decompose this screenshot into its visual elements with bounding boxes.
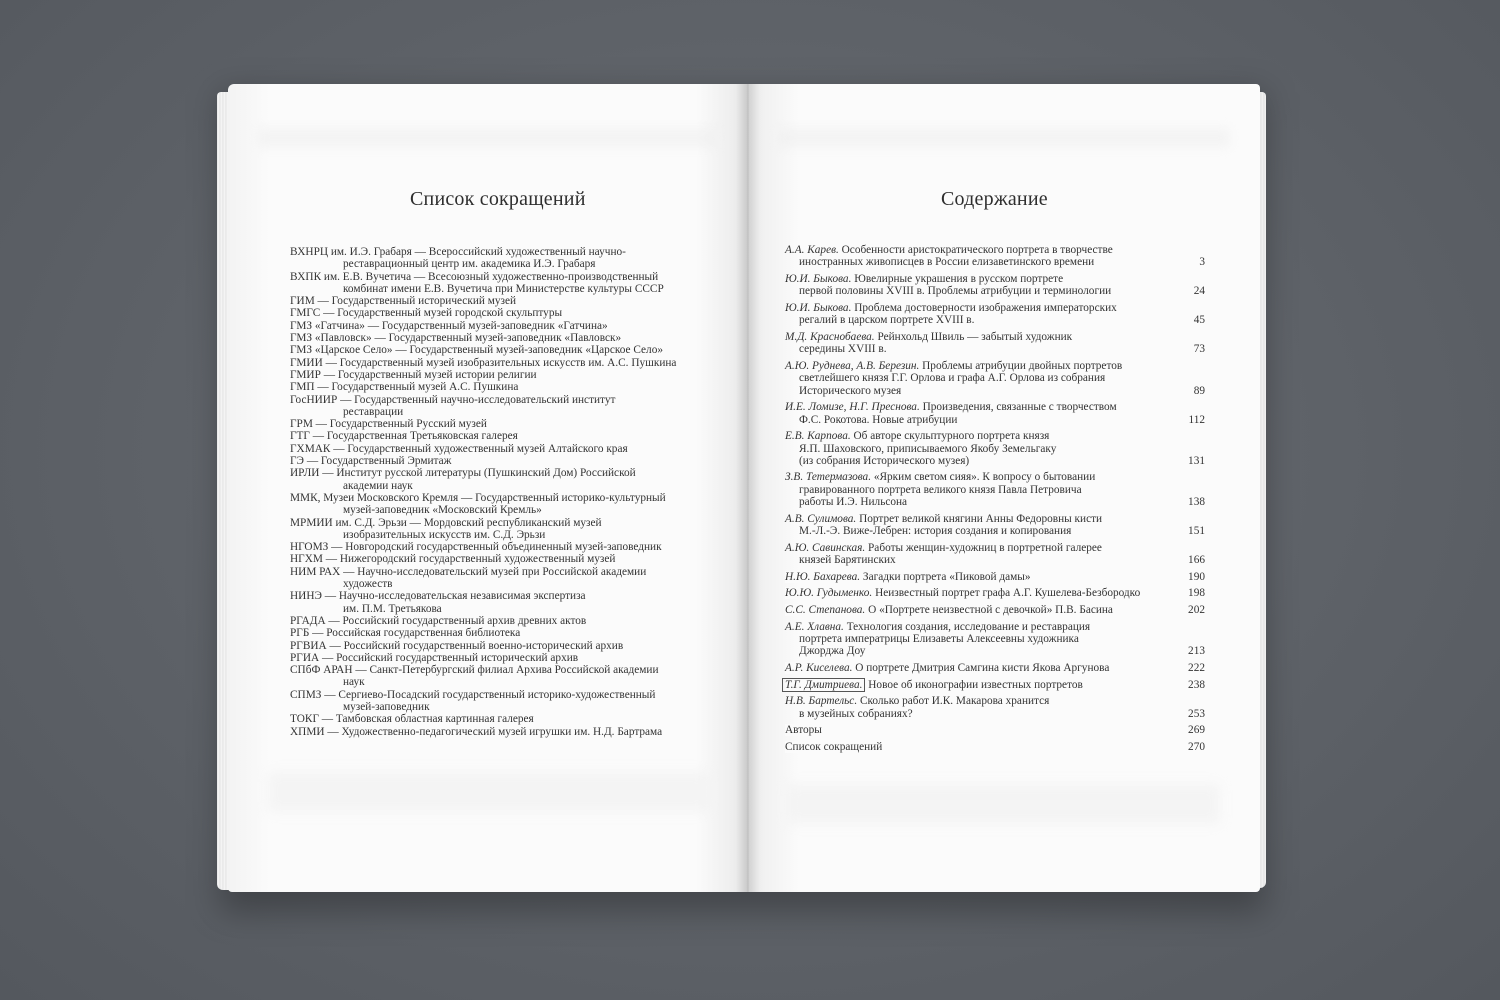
toc-line xyxy=(785,285,1205,297)
abbreviation-line: ГМЗ «Гатчина» — Государственный музей-заповедник «Гатчина» xyxy=(290,319,608,332)
abbreviation-line: наук xyxy=(343,676,365,689)
toc-title-text: Портрет великой княгини Анны Федоровны кисти xyxy=(856,512,1103,525)
abbreviation-entry xyxy=(290,553,730,565)
toc-entry xyxy=(785,679,1205,691)
abbreviation-line: ГМИР — Государственный музей истории религии xyxy=(290,368,537,381)
toc-entry xyxy=(785,741,1205,753)
abbreviation-entry xyxy=(290,492,730,517)
toc-line xyxy=(785,484,1205,496)
toc-line xyxy=(785,724,1205,736)
toc-page-number: 190 xyxy=(1185,571,1205,583)
abbreviation-entry xyxy=(290,332,730,344)
toc-title-text: Новое об иконографии известных портретов xyxy=(865,678,1083,691)
toc-line xyxy=(785,302,1205,314)
toc-entry xyxy=(785,604,1205,616)
abbreviation-line: ГМЗ «Царское Село» — Государственный музей-заповедник «Царское Село» xyxy=(290,344,663,357)
toc-title-text: Исторического музея xyxy=(799,384,902,397)
abbreviation-entry xyxy=(290,467,730,492)
toc-line xyxy=(785,587,1205,599)
contents-title: Содержание xyxy=(941,188,1048,210)
toc-line xyxy=(785,633,1205,645)
abbreviation-line: реставрации xyxy=(343,405,404,418)
abbreviation-line: МРМИИ им. С.Д. Эрьзи — Мордовский республиканский музей xyxy=(290,516,602,529)
toc-entry xyxy=(785,401,1205,426)
abbreviation-line: ИРЛИ — Институт русской литературы (Пушкинский Дом) Российской xyxy=(290,467,636,480)
abbreviation-line: РГВИА — Российский государственный военно-исторический архив xyxy=(290,639,624,652)
toc-title-text: портрета императрицы Елизаветы Алексеевны художника xyxy=(799,633,1079,646)
abbreviation-entry xyxy=(290,664,730,689)
toc-author: З.В. Тетермазова. xyxy=(785,471,872,484)
left-page xyxy=(228,84,748,892)
toc-entry xyxy=(785,695,1205,720)
toc-author: Т.Г. Дмитриева. xyxy=(782,678,865,692)
abbreviation-line: СПбФ АРАН — Санкт-Петербургский филиал Архива Российской академии xyxy=(290,664,659,677)
toc-title-text: Особенности аристократического портрета в творчестве xyxy=(838,244,1113,256)
abbreviation-entry xyxy=(290,344,730,356)
toc-title-text: Проблемы атрибуции двойных портретов xyxy=(919,359,1123,372)
toc-author: А.А. Карев. xyxy=(785,244,839,256)
abbreviation-entry xyxy=(290,430,730,442)
abbreviation-line: ГХМАК — Государственный художественный музей Алтайского края xyxy=(290,442,628,455)
toc-entry xyxy=(785,571,1205,583)
show-through-text xyxy=(268,772,708,812)
toc-entry xyxy=(785,513,1205,538)
toc-title-text: иностранных живописцев в России елизаветинского времени xyxy=(799,256,1095,269)
toc-title-text: Сколько работ И.К. Макарова хранится xyxy=(857,695,1050,708)
abbreviation-line: реставрационный центр им. академика И.Э. Грабаря xyxy=(343,258,596,271)
abbreviation-entry xyxy=(290,615,730,627)
toc-entry xyxy=(785,724,1205,736)
abbreviation-entry xyxy=(290,455,730,467)
abbreviation-line: музей-заповедник «Московский Кремль» xyxy=(343,504,542,517)
toc-line xyxy=(785,513,1205,525)
toc-author: М.Д. Краснобаева. xyxy=(785,330,875,343)
abbreviation-line: музей-заповедник xyxy=(343,700,430,713)
toc-entry xyxy=(785,302,1205,327)
toc-entry xyxy=(785,621,1205,658)
abbreviation-entry xyxy=(290,652,730,664)
toc-entry xyxy=(785,331,1205,356)
toc-line xyxy=(785,314,1205,326)
table-of-contents xyxy=(785,244,1205,758)
toc-author: И.Е. Ломизе, Н.Г. Преснова. xyxy=(785,401,920,414)
toc-title-text: Я.П. Шаховского, приписываемого Якобу Земельгаку xyxy=(799,442,1057,455)
toc-page-number: 45 xyxy=(1191,314,1205,326)
abbreviation-line: ГМЗ «Павловск» — Государственный музей-заповедник «Павловск» xyxy=(290,332,622,345)
toc-line xyxy=(785,414,1205,426)
abbreviations-list xyxy=(290,246,730,738)
toc-title-text: М.-Л.-Э. Виже-Лебрен: история создания и копирования xyxy=(799,525,1072,538)
toc-page-number: 166 xyxy=(1185,554,1205,566)
abbreviation-line: ВХНРЦ им. И.Э. Грабаря — Всероссийский художественный научно- xyxy=(290,246,626,258)
abbreviation-line: ММК, Музеи Московского Кремля — Государственный историко-культурный xyxy=(290,491,666,504)
toc-title-text: Рейнхольд Швиль — забытый художник xyxy=(874,330,1073,343)
toc-title-text: «Ярким светом сияя». К вопросу о бытовании xyxy=(871,471,1096,484)
abbreviation-line: ГИМ — Государственный исторический музей xyxy=(290,295,517,308)
toc-entry xyxy=(785,360,1205,397)
toc-title-text: О портрете Дмитрия Самгина кисти Якова Аргунова xyxy=(852,662,1110,675)
abbreviation-line: РГАДА — Российский государственный архив древних актов xyxy=(290,614,587,627)
toc-line xyxy=(785,645,1205,657)
toc-page-number: 131 xyxy=(1185,455,1205,467)
toc-author: А.Р. Киселева. xyxy=(785,662,853,675)
toc-line xyxy=(785,443,1205,455)
abbreviation-line: ТОКГ — Тамбовская областная картинная галерея xyxy=(290,713,534,726)
toc-title-text: Проблема достоверности изображения императорских xyxy=(851,301,1117,314)
toc-author: Н.Ю. Бахарева. xyxy=(785,570,861,583)
toc-page-number: 253 xyxy=(1185,708,1205,720)
toc-line xyxy=(785,496,1205,508)
toc-title-text: Ювелирные украшения в русском портрете xyxy=(851,272,1064,285)
toc-line xyxy=(785,385,1205,397)
abbreviation-entry xyxy=(290,394,730,419)
toc-entry xyxy=(785,542,1205,567)
toc-line xyxy=(785,571,1205,583)
toc-line xyxy=(785,360,1205,372)
abbreviation-line: комбинат имени Е.В. Вучетича при Министерстве культуры СССР xyxy=(343,282,664,295)
abbreviation-entry xyxy=(290,517,730,542)
toc-title-text: середины XVIII в. xyxy=(799,343,887,356)
abbreviation-line: ХПМИ — Художественно-педагогический музей игрушки им. Н.Д. Бартрама xyxy=(290,725,663,738)
abbreviation-entry xyxy=(290,320,730,332)
abbreviation-entry xyxy=(290,418,730,430)
abbreviation-line: им. П.М. Третьякова xyxy=(343,602,442,615)
abbreviation-line: ГЭ — Государственный Эрмитаж xyxy=(290,455,452,468)
toc-title-text: Технология создания, исследование и реставрация xyxy=(843,620,1091,633)
toc-line xyxy=(785,525,1205,537)
toc-author: Н.В. Бартельс. xyxy=(785,695,858,708)
toc-author: А.Ю. Савинская. xyxy=(785,541,866,554)
toc-page-number: 202 xyxy=(1185,604,1205,616)
abbreviation-line: РГИА — Российский государственный исторический архив xyxy=(290,651,579,664)
toc-title-text: Работы женщин-художниц в портретной галерее xyxy=(865,541,1102,554)
toc-title-text: князей Барятинских xyxy=(799,554,896,567)
toc-author: Ю.И. Быкова. xyxy=(785,301,852,314)
toc-title-text: Джорджа Доу xyxy=(799,645,866,658)
toc-page-number: 112 xyxy=(1185,414,1205,426)
toc-line xyxy=(785,708,1205,720)
abbreviation-entry xyxy=(290,566,730,591)
abbreviation-line: ВХПК им. Е.В. Вучетича — Всесоюзный художественно-производственный xyxy=(290,270,659,283)
toc-author: А.Е. Хлавна. xyxy=(785,620,844,633)
toc-entry xyxy=(785,430,1205,467)
toc-title-text: светлейшего князя Г.Г. Орлова и графа А.Г. Орлова из собрания xyxy=(799,372,1106,385)
toc-page-number: 270 xyxy=(1185,741,1205,753)
abbreviation-line: художеств xyxy=(343,578,393,591)
toc-author: А.В. Сулимова. xyxy=(785,512,857,525)
toc-line xyxy=(785,542,1205,554)
toc-page-number: 269 xyxy=(1185,724,1205,736)
toc-title-text: первой половины XVIII в. Проблемы атрибуции и терминологии xyxy=(799,285,1112,298)
abbreviation-entry xyxy=(290,369,730,381)
toc-page-number: 89 xyxy=(1191,385,1205,397)
abbreviation-entry xyxy=(290,295,730,307)
toc-title-text: регалий в царском портрете XVIII в. xyxy=(799,314,975,327)
abbreviation-line: ГМП — Государственный музей А.С. Пушкина xyxy=(290,381,519,394)
toc-page-number: 151 xyxy=(1185,525,1205,537)
toc-title-text: гравированного портрета великого князя Павла Петровича xyxy=(799,483,1082,496)
abbreviation-line: НГХМ — Нижегородский государственный художественный музей xyxy=(290,553,616,566)
toc-page-number: 138 xyxy=(1185,496,1205,508)
toc-line xyxy=(785,430,1205,442)
toc-line xyxy=(785,621,1205,633)
toc-line xyxy=(785,372,1205,384)
abbreviation-line: академии наук xyxy=(343,479,413,492)
toc-line xyxy=(785,741,1205,753)
toc-author: Ю.И. Быкова. xyxy=(785,272,852,285)
abbreviation-entry xyxy=(290,381,730,393)
toc-entry xyxy=(785,273,1205,298)
toc-entry xyxy=(785,662,1205,674)
book-gutter xyxy=(736,84,760,892)
abbreviation-entry xyxy=(290,713,730,725)
abbreviation-line: ГосНИИР — Государственный научно-исследовательский институт xyxy=(290,393,616,406)
toc-author: Ю.Ю. Гудыменко. xyxy=(785,587,873,600)
toc-line xyxy=(785,256,1205,268)
abbreviation-entry xyxy=(290,541,730,553)
toc-author: С.С. Степанова. xyxy=(785,604,866,617)
toc-title-text: Об авторе скульптурного портрета князя xyxy=(850,430,1050,443)
toc-line xyxy=(785,331,1205,343)
abbreviation-entry xyxy=(290,357,730,369)
toc-title-text: О «Портрете неизвестной с девочкой» П.В. Басина xyxy=(865,604,1113,617)
toc-page-number: 213 xyxy=(1185,645,1205,657)
abbreviation-line: ГТГ — Государственная Третьяковская галерея xyxy=(290,430,518,443)
toc-title-text: Произведения, связанные с творчеством xyxy=(919,401,1117,414)
toc-page-number: 73 xyxy=(1191,343,1205,355)
abbreviation-line: СПМЗ — Сергиево-Посадский государственный историко-художественный xyxy=(290,688,656,701)
toc-entry xyxy=(785,471,1205,508)
toc-line xyxy=(785,273,1205,285)
toc-line xyxy=(785,604,1205,616)
toc-line xyxy=(785,662,1205,674)
toc-title-text: работы И.Э. Нильсона xyxy=(799,496,908,509)
toc-page-number: 3 xyxy=(1196,256,1205,268)
abbreviation-line: ГМГС — Государственный музей городской скульптуры xyxy=(290,307,563,320)
abbreviations-title: Список сокращений xyxy=(410,188,586,210)
toc-title-text: Авторы xyxy=(785,724,822,737)
toc-page-number: 24 xyxy=(1191,285,1205,297)
toc-author: Е.В. Карпова. xyxy=(785,430,851,443)
abbreviation-entry xyxy=(290,689,730,714)
abbreviation-line: ГМИИ — Государственный музей изобразительных искусств им. А.С. Пушкина xyxy=(290,356,677,369)
abbreviation-line: изобразительных искусств им. С.Д. Эрьзи xyxy=(343,528,546,541)
toc-entry xyxy=(785,587,1205,599)
show-through-text xyxy=(778,128,1230,148)
right-page xyxy=(748,84,1260,892)
toc-line xyxy=(785,343,1205,355)
toc-line xyxy=(785,471,1205,483)
toc-author: А.Ю. Руднева, А.В. Березин. xyxy=(785,359,920,372)
abbreviation-entry xyxy=(290,590,730,615)
show-through-text xyxy=(258,128,718,148)
abbreviation-entry xyxy=(290,640,730,652)
toc-title-text: в музейных собраниях? xyxy=(799,707,913,720)
toc-line xyxy=(785,695,1205,707)
abbreviation-line: НИМ РАХ — Научно-исследовательский музей при Российской академии xyxy=(290,565,647,578)
toc-title-text: (из собрания Исторического музея) xyxy=(799,454,970,467)
toc-title-text: Ф.С. Рокотова. Новые атрибуции xyxy=(799,413,958,426)
toc-line xyxy=(785,244,1205,256)
abbreviation-line: НГОМЗ — Новгородский государственный объединенный музей-заповедник xyxy=(290,541,662,554)
abbreviation-line: НИНЭ — Научно-исследовательская независимая экспертиза xyxy=(290,590,586,603)
toc-page-number: 222 xyxy=(1185,662,1205,674)
abbreviation-entry xyxy=(290,726,730,738)
abbreviation-entry xyxy=(290,627,730,639)
toc-page-number: 238 xyxy=(1185,679,1205,691)
abbreviation-entry xyxy=(290,271,730,296)
toc-line xyxy=(785,554,1205,566)
abbreviation-entry xyxy=(290,246,730,271)
toc-title-text: Загадки портрета «Пиковой дамы» xyxy=(860,570,1031,583)
abbreviation-line: РГБ — Российская государственная библиотека xyxy=(290,627,521,640)
abbreviation-line: ГРМ — Государственный Русский музей xyxy=(290,418,487,431)
toc-line xyxy=(785,401,1205,413)
toc-line xyxy=(785,679,1205,691)
toc-page-number: 198 xyxy=(1185,587,1205,599)
toc-entry xyxy=(785,244,1205,269)
show-through-text xyxy=(788,784,1220,824)
abbreviation-entry xyxy=(290,307,730,319)
toc-title-text: Неизвестный портрет графа А.Г. Кушелева-Безбородко xyxy=(872,587,1141,600)
toc-title-text: Список сокращений xyxy=(785,741,883,754)
abbreviation-entry xyxy=(290,443,730,455)
toc-line xyxy=(785,455,1205,467)
